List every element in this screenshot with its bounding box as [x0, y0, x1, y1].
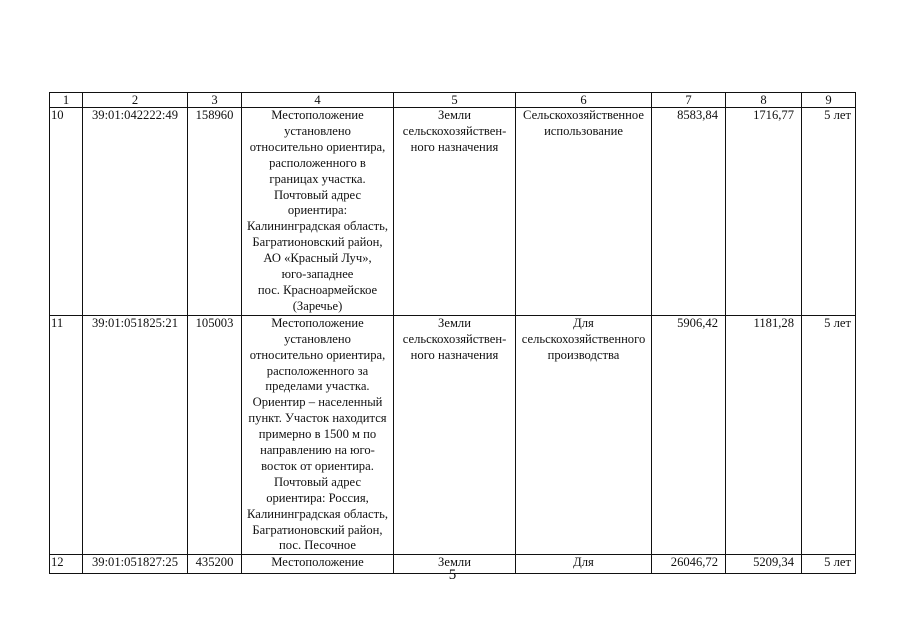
page-number: 5: [448, 567, 457, 583]
term-cell: 5 лет: [802, 108, 856, 316]
header-col-5: 5: [394, 93, 516, 108]
location-cell: [242, 108, 394, 316]
area-cell: 158960: [188, 108, 242, 316]
row-number-cell: 12: [50, 555, 83, 574]
land-category-cell: [394, 315, 516, 555]
location-line: пос. Красноармейское: [257, 282, 378, 297]
header-col-1: 1: [50, 93, 83, 108]
location-line: ориентира:: [287, 203, 348, 218]
value-col8-cell: 1181,28: [726, 315, 802, 555]
location-line: Почтовый адрес: [273, 187, 362, 202]
category-line: Земли: [438, 315, 471, 330]
value-col7-cell: 5906,42: [652, 315, 726, 555]
table-row: [50, 108, 856, 316]
header-col-2: 2: [83, 93, 188, 108]
category-line: ного назначения: [410, 347, 499, 362]
location-line: расположенного в: [269, 155, 366, 170]
row-number-cell: 10: [50, 108, 83, 316]
table-header-row: [50, 93, 856, 108]
category-line: Земли: [438, 108, 471, 122]
location-line: ориентира: Россия,: [266, 490, 369, 505]
location-line: относительно ориентира,: [249, 347, 386, 362]
location-line: пункт. Участок находится: [248, 411, 387, 426]
location-line: Ориентир – населенный: [252, 395, 383, 410]
location-line: примерно в 1500 м по: [258, 427, 377, 442]
location-line: Местоположение: [271, 315, 364, 330]
value-col7-cell: 26046,72: [652, 555, 726, 574]
category-line: Земли: [438, 555, 471, 570]
header-col-7: 7: [652, 93, 726, 108]
usage-line: Сельскохозяйственное: [523, 108, 644, 122]
term-cell: 5 лет: [802, 555, 856, 574]
term-cell: 5 лет: [802, 315, 856, 555]
land-category-cell: [394, 108, 516, 316]
category-line: сельскохозяйствен-: [402, 123, 507, 138]
header-col-4: 4: [242, 93, 394, 108]
land-plots-table: [49, 92, 856, 574]
usage-line: Для: [573, 555, 594, 570]
location-line: границах участка.: [269, 171, 366, 186]
category-line: сельскохозяйствен-: [402, 331, 507, 346]
location-line: восток от ориентира.: [261, 458, 374, 473]
header-col-3: 3: [188, 93, 242, 108]
header-col-8: 8: [726, 93, 802, 108]
location-line: Калининградская область,: [247, 506, 388, 521]
location-line: Калининградская область,: [247, 219, 388, 234]
permitted-use-cell: [516, 108, 652, 316]
location-cell: [242, 315, 394, 555]
usage-line: производства: [547, 347, 620, 362]
location-line: направлению на юго-: [260, 443, 375, 458]
permitted-use-cell: [516, 315, 652, 555]
location-line: Почтовый адрес: [273, 474, 362, 489]
header-col-6: 6: [516, 93, 652, 108]
area-cell: 435200: [188, 555, 242, 574]
table-row: [50, 315, 856, 555]
header-col-9: 9: [802, 93, 856, 108]
location-line: расположенного за: [266, 363, 369, 378]
usage-line: Для: [573, 315, 594, 330]
value-col8-cell: 5209,34: [726, 555, 802, 574]
location-line: пос. Песочное: [279, 538, 356, 553]
location-line: (Заречье): [292, 298, 343, 313]
area-cell: 105003: [188, 315, 242, 555]
location-line: Местоположение: [271, 555, 364, 570]
location-line: Местоположение: [271, 108, 364, 122]
usage-line: сельскохозяйственного: [521, 331, 646, 346]
row-number-cell: 11: [50, 315, 83, 555]
location-line: АО «Красный Луч»,: [263, 251, 372, 266]
location-line: пределами участка.: [265, 379, 370, 394]
cadastral-number-cell: 39:01:042222:49: [83, 108, 188, 316]
location-line: Багратионовский район,: [252, 235, 383, 250]
value-col8-cell: 1716,77: [726, 108, 802, 316]
cadastral-number-cell: 39:01:051825:21: [83, 315, 188, 555]
location-line: относительно ориентира,: [249, 139, 386, 154]
location-line: Багратионовский район,: [252, 522, 383, 537]
cadastral-number-cell: 39:01:051827:25: [83, 555, 188, 574]
location-line: установлено: [284, 331, 351, 346]
usage-line: использование: [544, 123, 623, 138]
value-col7-cell: 8583,84: [652, 108, 726, 316]
location-line: юго-западнее: [281, 267, 354, 282]
location-line: установлено: [284, 123, 351, 138]
category-line: ного назначения: [410, 139, 499, 154]
